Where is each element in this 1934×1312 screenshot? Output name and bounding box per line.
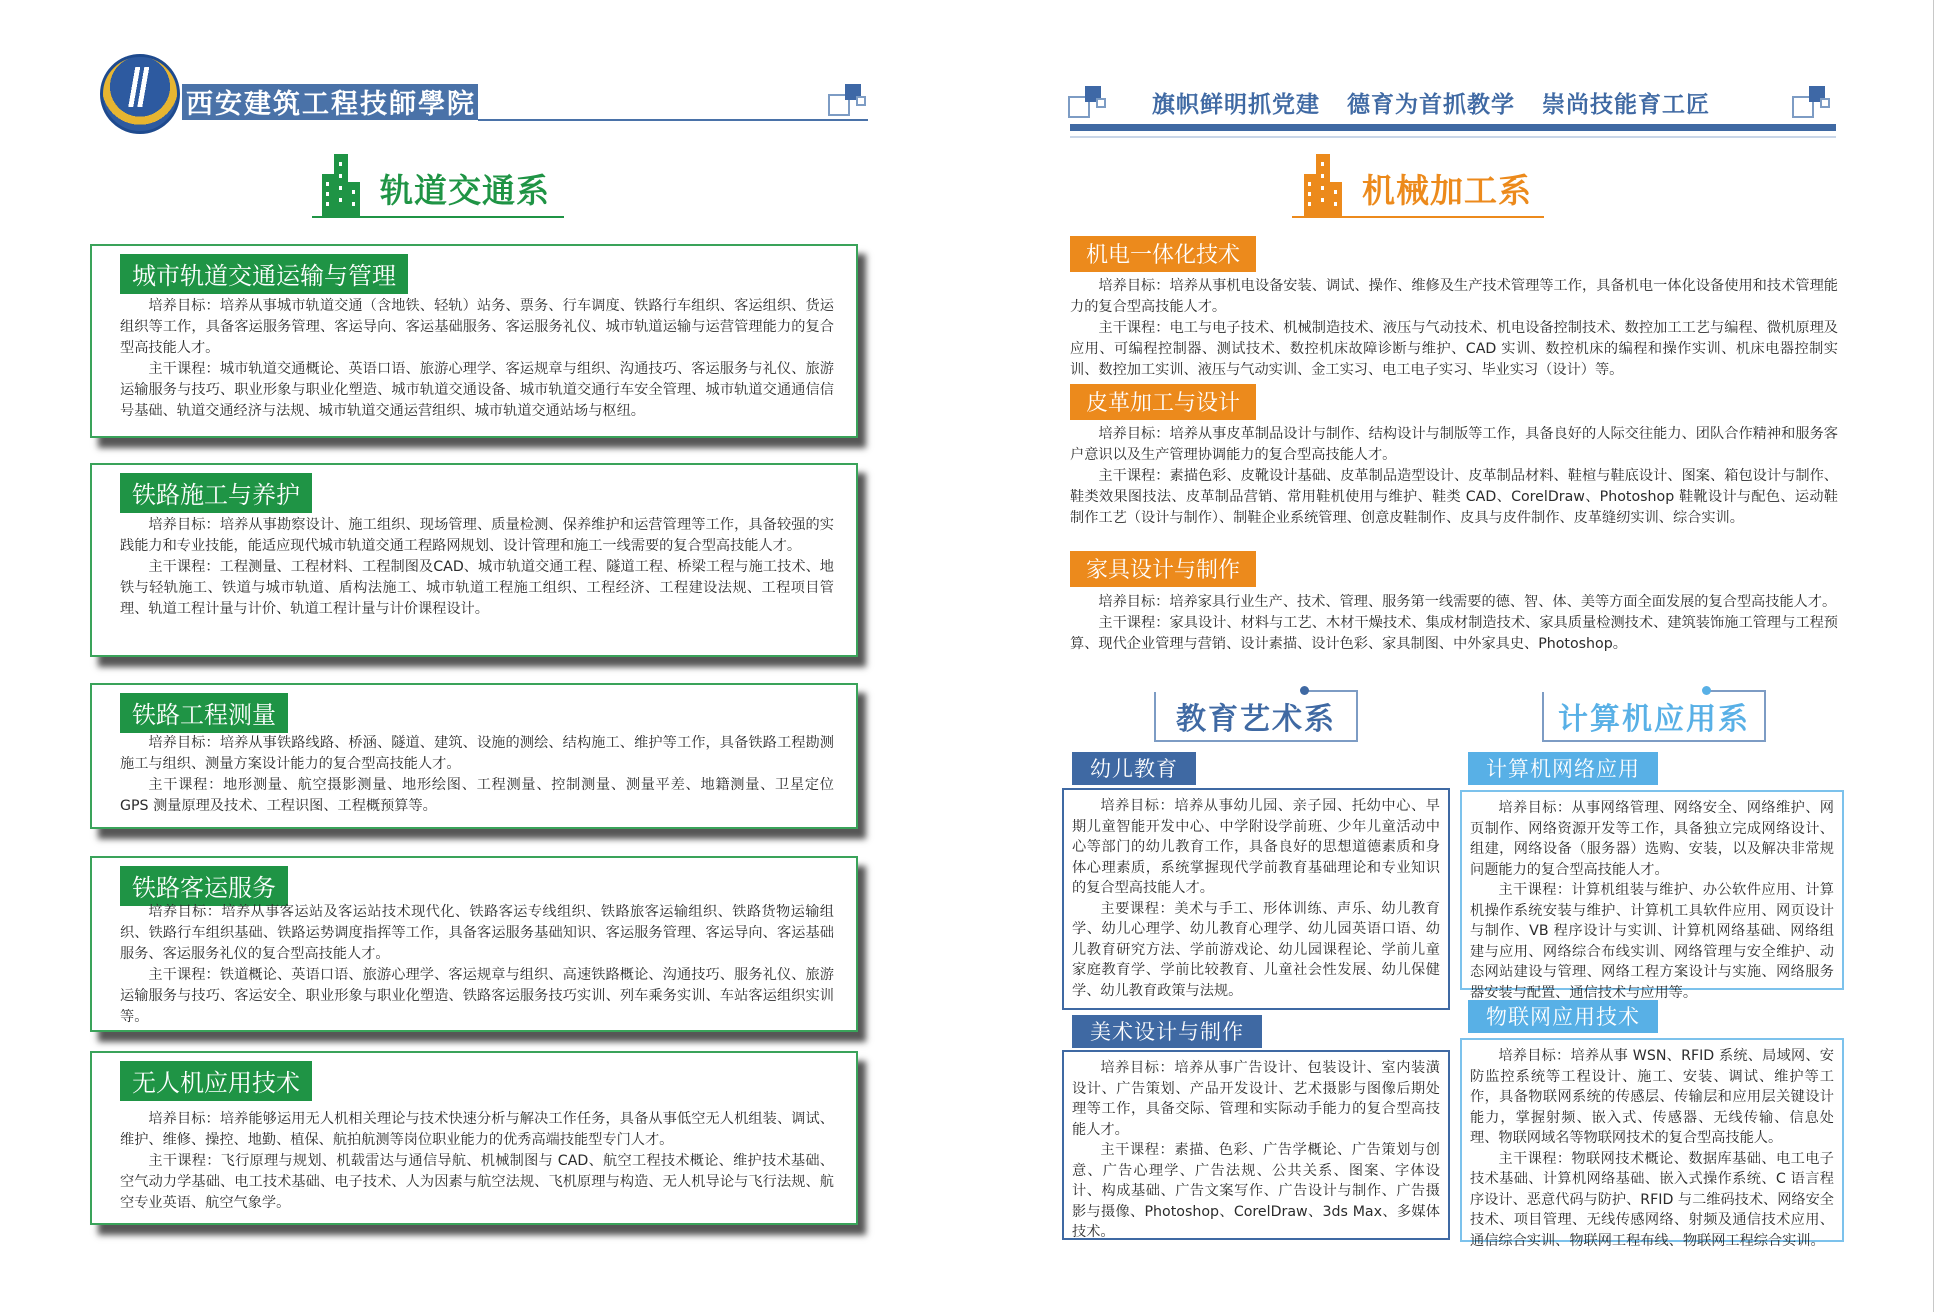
major-title: 计算机网络应用: [1468, 752, 1658, 785]
major-card-preschool: [1062, 788, 1450, 1010]
major-courses: 主干课程：飞行原理与规划、机载雷达与通信导航、机械制图与 CAD、航空工程技术概论、维护技术基础、空气动力学基础、电工技术基础、电子技术、人为因素与航空法规、飞机原理与构造、无人机导论与飞行法规、航空专业英语、航空气象学。: [120, 1153, 834, 1211]
school-name: 西安建筑工程技師學院: [186, 89, 476, 120]
header-rule-thin: [1070, 136, 1836, 138]
major-courses: 主干课程：计算机组装与维护、办公软件应用、计算机操作系统安装与维护、计算机工具软件应用、网页设计与制作、VB 程序设计与实训、计算机网络基础、网络组建与应用、网络综合布线实训、网络管理与安全维护、动态网站建设与管理、网络工程方案设计与实施、网络服务器安装与配置、通信技术与应用等。: [1470, 882, 1834, 1001]
major-title: 幼儿教育: [1072, 752, 1196, 785]
major-courses: 主干课程：物联网技术概论、数据库基础、电工电子技术基础、计算机网络基础、嵌入式操作系统、C 语言程序设计、恶意代码与防护、RFID 与二维码技术、网络安全技术、项目管理、无线传感网络、射频及通信技术应用、通信综合实训、物联网工程布线、物联网工程综合实训。: [1470, 1150, 1834, 1249]
dept-title: 机械加工系: [1362, 171, 1532, 210]
major-card-urban-rail: [90, 244, 858, 438]
dept-heading-rail: [318, 150, 564, 218]
building-icon: [318, 150, 370, 216]
major-title: 城市轨道交通运输与管理: [120, 254, 408, 294]
major-goal: 培养目标：培养从事铁路线路、桥涵、隧道、建筑、设施的测绘、结构施工、维护等工作，具备铁路工程勘测施工与组织、测量方案设计能力的复合型高技能人才。: [120, 735, 834, 772]
major-goal: 培养目标：培养从事客运站及客运站技术现代化、铁路客运专线组织、铁路旅客运输组织、铁路货物运输组织、铁路行车组织基础、铁路运势调度指挥等工作，具备客运服务基础知识、客运服务管理、客运导向、客运基础服务、客运服务礼仪的复合型高技能人才。: [120, 904, 834, 962]
major-courses: 主干课程：素描、色彩、广告学概论、广告策划与创意、广告心理学、广告法规、公共关系、图案、字体设计、构成基础、广告文案写作、广告设计与制作、广告摄影与摄像、Photoshop、CorelDraw、3ds Max、多媒体技术。: [1072, 1142, 1440, 1240]
dept-heading-computer: [1542, 692, 1766, 742]
corner-squares-icon: [828, 84, 868, 118]
major-courses: 主干课程：铁道概论、英语口语、旅游心理学、客运规章与组织、高速铁路概论、沟通技巧、服务礼仪、旅游运输服务与技巧、客运安全、职业形象与职业化塑造、铁路客运服务技巧实训、列车乘务实训、车站客运组织实训等。: [120, 967, 834, 1025]
major-goal: 培养目标：培养家具行业生产、技术、管理、服务第一线需要的德、智、体、美等方面全面发展的复合型高技能人才。: [1098, 594, 1837, 610]
major-card-leather: [1070, 424, 1838, 529]
school-logo: [100, 54, 180, 134]
major-title: 家具设计与制作: [1070, 551, 1256, 587]
major-title: 皮革加工与设计: [1070, 384, 1256, 420]
major-card-furniture: [1070, 592, 1838, 655]
dept-title: 轨道交通系: [380, 171, 550, 210]
major-card-iot: [1460, 1038, 1844, 1249]
major-courses: 主干课程：电工与电子技术、机械制造技术、液压与气动技术、机电设备控制技术、数控加工工艺与编程、微机原理及应用、可编程控制器、测试技术、数控机床故障诊断与维护、CAD 实训、数控机床的编程和操作实训、机床电器控制实训、数控加工实训、液压与气动实训、金工实习、电工电子实习、毕业实习（设计）等。: [1070, 320, 1838, 378]
major-courses: 主干课程：家具设计、材料与工艺、木材干燥技术、集成材制造技术、家具质量检测技术、建筑装饰施工管理与工程预算、现代企业管理与营销、设计素描、设计色彩、家具制图、中外家具史、Photoshop。: [1070, 615, 1838, 652]
major-title: 无人机应用技术: [120, 1061, 312, 1101]
slogan: 旗帜鲜明抓党建 德育为首抓教学 崇尚技能育工匠: [1152, 92, 1711, 118]
dept-title: 计算机应用系: [1558, 702, 1750, 737]
major-goal: 培养目标：培养从事机电设备安装、调试、操作、维修及生产技术管理等工作，具备机电一体化设备使用和技术管理能力的复合型高技能人才。: [1070, 278, 1838, 315]
dept-title: 教育艺术系: [1176, 702, 1336, 737]
major-card-railway-passenger: [90, 856, 858, 1032]
major-title: 美术设计与制作: [1072, 1015, 1262, 1048]
major-courses: 主干课程：城市轨道交通概论、英语口语、旅游心理学、客运规章与组织、沟通技巧、客运服务与礼仪、旅游运输服务与技巧、职业形象与职业化塑造、城市轨道交通设备、城市轨道交通行车安全管理、城市轨道交通通信信号基础、轨道交通经济与法规、城市轨道交通运营组织、城市轨道交通站场与枢纽。: [120, 361, 834, 419]
major-goal: 培养目标：从事网络管理、网络安全、网络维护、网页制作、网络资源开发等工作，具备独立完成网络设计、组建，网络设备（服务器）选购、安装，以及解决非常规问题能力的复合型高技能人才。: [1470, 800, 1834, 878]
major-title: 铁路施工与养护: [120, 473, 312, 513]
header-rule-thick: [1070, 124, 1836, 131]
building-icon: [1300, 150, 1352, 216]
major-goal: 培养目标：培养从事勘察设计、施工组织、现场管理、质量检测、保养维护和运营管理等工作，具备较强的实践能力和专业技能，能适应现代城市轨道交通工程路网规划、设计管理和施工一线需要的复合型高技能人才。: [120, 517, 834, 554]
major-courses: 主干课程：素描色彩、皮靴设计基础、皮革制品造型设计、皮革制品材料、鞋楦与鞋底设计、图案、箱包设计与制作、鞋类效果图技法、皮革制品营销、常用鞋机使用与维护、鞋类 CAD、CorelDraw、Photoshop 鞋靴设计与配色、运动鞋制作工艺（设计与制作）、制鞋企业系统管理、创意皮鞋制作、皮具与皮件制作、皮革缝纫实训、综合实训。: [1070, 468, 1838, 526]
major-title: 机电一体化技术: [1070, 236, 1256, 272]
major-goal: 培养目标：培养能够运用无人机相关理论与技术快速分析与解决工作任务，具备从事低空无人机组装、调试、维护、维修、操控、地勤、植保、航拍航测等岗位职业能力的优秀高端技能型专门人才。: [120, 1111, 834, 1148]
major-goal: 培养目标：培养从事广告设计、包装设计、室内装潢设计、广告策划、产品开发设计、艺术摄影与图像后期处理等工作，具备交际、管理和实际动手能力的复合型高技能人才。: [1072, 1060, 1440, 1138]
major-courses: 主要课程：美术与手工、形体训练、声乐、幼儿教育学、幼儿心理学、幼儿教育心理学、幼儿园英语口语、幼儿教育研究方法、学前游戏论、幼儿园课程论、学前儿童家庭教育学、学前比较教育、儿童社会性发展、幼儿保健学、幼儿教育政策与法规。: [1072, 900, 1440, 999]
corner-squares-icon: [1792, 86, 1832, 120]
corner-squares-icon: [1068, 86, 1108, 120]
major-courses: 主干课程：地形测量、航空摄影测量、地形绘图、工程测量、控制测量、测量平差、地籍测量、卫星定位 GPS 测量原理及技术、工程识图、工程概预算等。: [120, 777, 834, 814]
major-title: 物联网应用技术: [1468, 1000, 1658, 1033]
major-card-railway-construction: [90, 463, 858, 657]
major-card-drone: [90, 1051, 858, 1225]
major-card-network: [1460, 790, 1844, 1001]
major-card-mechatronics: [1070, 276, 1838, 381]
major-card-art-design: [1062, 1050, 1450, 1240]
major-card-railway-survey: [90, 683, 858, 829]
dept-heading-mechanical: [1300, 150, 1544, 218]
major-title: 铁路客运服务: [120, 866, 288, 906]
major-goal: 培养目标：培养从事皮革制品设计与制作、结构设计与制版等工作，具备良好的人际交往能力、团队合作精神和服务客户意识以及生产管理协调能力的复合型高技能人才。: [1070, 426, 1838, 463]
major-goal: 培养目标：培养从事幼儿园、亲子园、托幼中心、早期儿童智能开发中心、中学附设学前班、少年儿童活动中心等部门的幼儿教育工作，具备良好的思想道德素质和身体心理素质，系统掌握现代学前教育基础理论和专业知识的复合型高技能人才。: [1072, 798, 1440, 896]
major-title: 铁路工程测量: [120, 693, 288, 733]
major-courses: 主干课程：工程测量、工程材料、工程制图及CAD、城市轨道交通工程、隧道工程、桥梁工程与施工技术、地铁与轻轨施工、铁道与城市轨道、盾构法施工、城市轨道工程施工组织、工程经济、工程建设法规、工程项目管理、轨道工程计量与计价、轨道工程计量与计价课程设计。: [120, 559, 834, 617]
dept-heading-education-arts: [1154, 692, 1358, 742]
header-rule: [478, 119, 868, 121]
major-goal: 培养目标：培养从事城市轨道交通（含地铁、轻轨）站务、票务、行车调度、铁路行车组织、客运组织、货运组织等工作，具备客运服务管理、客运导向、客运基础服务、客运服务礼仪、城市轨道运输与运营管理能力的复合型高技能人才。: [120, 298, 834, 356]
major-goal: 培养目标：培养从事 WSN、RFID 系统、局域网、安防监控系统等工程设计、施工、安装、调试、维护等工作，具备物联网系统的传感层、传输层和应用层关键设计能力，掌握射频、嵌入式、传感器、无线传输、信息处理、物联网域名等物联网技术的复合型高技能人。: [1470, 1048, 1834, 1146]
